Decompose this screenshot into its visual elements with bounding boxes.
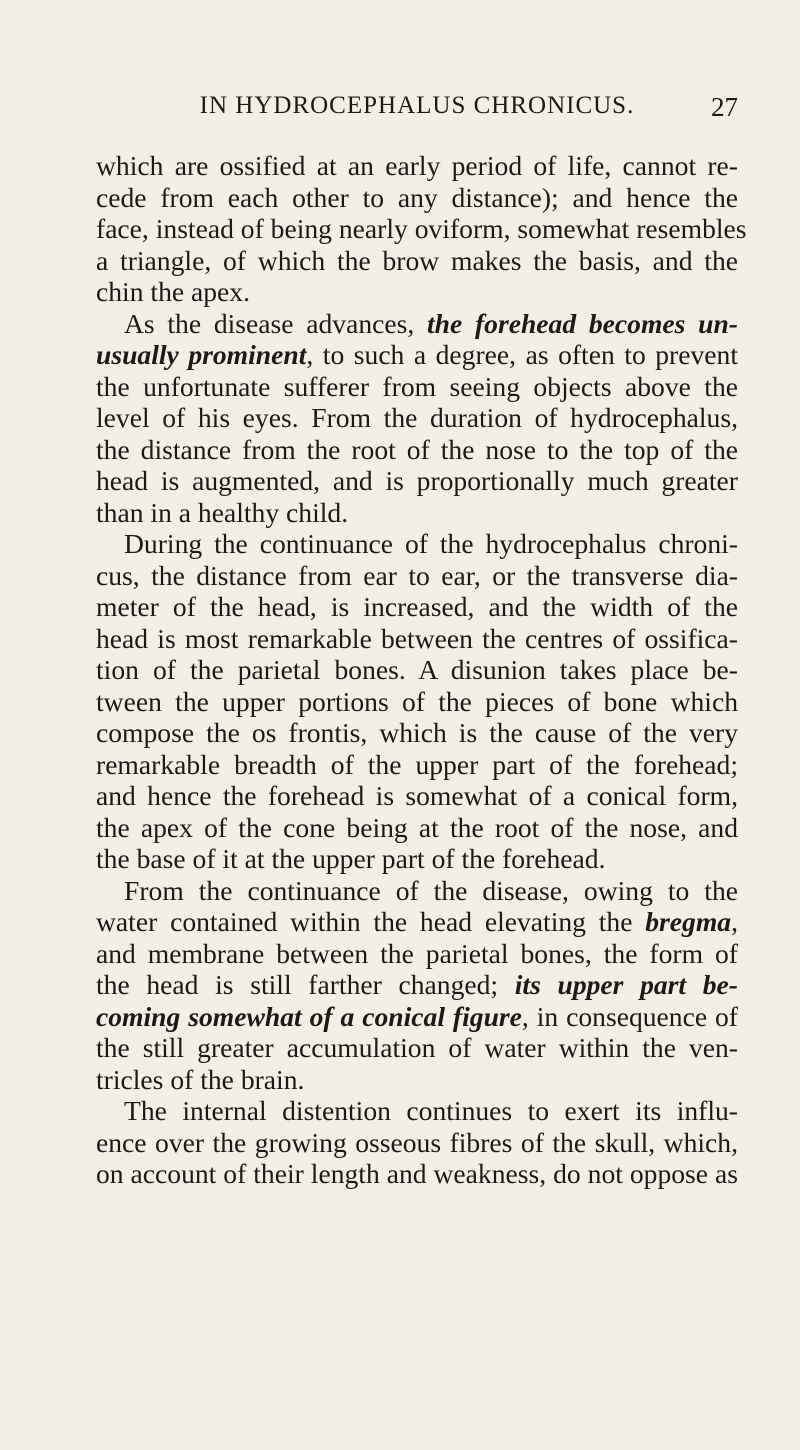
italic-text: its upper part be- bbox=[514, 969, 738, 1000]
text-line bbox=[96, 213, 747, 245]
text-segment: chin the apex. bbox=[96, 276, 251, 307]
text-segment: than in a healthy child. bbox=[96, 496, 349, 528]
running-title: IN HYDROCEPHALUS CHRONICUS. bbox=[199, 92, 635, 119]
text-segment: tion of the parietal bones. A disunion takes place be- bbox=[96, 654, 738, 685]
text-line bbox=[96, 528, 738, 560]
text-segment: head is augmented, and is proportionally much greater bbox=[96, 465, 738, 496]
text-line bbox=[96, 843, 738, 875]
text-segment: tween the upper portions of the pieces of bone which bbox=[96, 685, 738, 717]
text-line bbox=[96, 465, 738, 497]
text-segment: compose the os frontis, which is the cause of the very bbox=[96, 717, 738, 748]
text-line bbox=[96, 1001, 738, 1033]
text-line bbox=[96, 906, 738, 938]
text-line bbox=[96, 686, 738, 718]
text-segment: level of his eyes. From the duration of hydrocephalus, bbox=[96, 402, 738, 433]
text-segment: , to such a degree, as often to prevent bbox=[306, 339, 738, 370]
text-line bbox=[96, 150, 738, 182]
running-head bbox=[96, 92, 738, 128]
text-line bbox=[96, 497, 738, 529]
italic-text: bregma bbox=[645, 906, 732, 937]
text-line bbox=[96, 875, 738, 907]
text-line bbox=[96, 938, 738, 970]
text-segment: The internal distention continues to exert its influ- bbox=[124, 1095, 738, 1126]
text-line bbox=[96, 780, 738, 812]
text-line bbox=[96, 717, 738, 749]
text-line bbox=[96, 969, 738, 1001]
text-segment: From the continuance of the disease, owing to the bbox=[124, 874, 738, 906]
text-line bbox=[96, 245, 738, 277]
text-segment: , bbox=[731, 906, 738, 937]
text-segment: the unfortunate sufferer from seeing objects above the bbox=[96, 370, 738, 402]
italic-text: the forehead becomes un- bbox=[426, 307, 738, 339]
italic-text: coming somewhat of a conical figure bbox=[96, 1000, 522, 1032]
text-segment: face, instead of being nearly oviform, somewhat resembles bbox=[96, 213, 747, 244]
text-line bbox=[96, 371, 738, 403]
text-segment: the head is still farther changed; bbox=[96, 969, 515, 1000]
text-segment: which are ossified at an early period of life, cannot re- bbox=[96, 150, 738, 181]
text-segment: a triangle, of which the brow makes the basis, and the bbox=[96, 244, 738, 276]
text-segment: As the disease advances, bbox=[124, 307, 427, 339]
text-segment: head is most remarkable between the centres of ossifica- bbox=[96, 622, 738, 654]
text-segment: and membrane between the parietal bones, the form of bbox=[96, 937, 738, 969]
text-line bbox=[96, 402, 738, 434]
text-line bbox=[96, 1158, 738, 1190]
text-line bbox=[96, 434, 738, 466]
page-number: 27 bbox=[711, 92, 738, 122]
text-segment: tricles of the brain. bbox=[96, 1063, 305, 1095]
text-segment: cede from each other to any distance); and hence the bbox=[96, 181, 738, 213]
text-line bbox=[96, 1095, 738, 1127]
text-segment: the apex of the cone being at the root of the nose, and bbox=[96, 811, 738, 843]
body-text bbox=[96, 150, 747, 1190]
text-segment: and hence the forehead is somewhat of a conical form, bbox=[96, 780, 738, 811]
text-segment: ence over the growing osseous fibres of the skull, which, bbox=[96, 1126, 738, 1158]
text-line bbox=[96, 560, 738, 592]
text-line bbox=[96, 1032, 738, 1064]
text-segment: , in consequence of bbox=[521, 1000, 738, 1032]
text-segment: water contained within the head elevating the bbox=[96, 906, 646, 937]
text-line bbox=[96, 1064, 738, 1096]
text-segment: remarkable breadth of the upper part of the forehead; bbox=[96, 748, 738, 780]
text-line bbox=[96, 339, 738, 371]
text-line bbox=[96, 591, 738, 623]
text-line bbox=[96, 308, 738, 340]
text-line bbox=[96, 749, 738, 781]
text-line bbox=[96, 1127, 738, 1159]
italic-text: usually prominent bbox=[96, 339, 307, 370]
text-line bbox=[96, 623, 738, 655]
text-line bbox=[96, 276, 738, 308]
text-line bbox=[96, 812, 738, 844]
text-line bbox=[96, 654, 738, 686]
text-segment: on account of their length and weakness, do not oppose as bbox=[96, 1158, 738, 1189]
text-segment: During the continuance of the hydrocephalus chroni- bbox=[124, 528, 738, 559]
text-segment: cus, the distance from ear to ear, or the transverse dia- bbox=[96, 559, 738, 591]
text-segment: the base of it at the upper part of the forehead. bbox=[96, 843, 606, 874]
text-segment: the still greater accumulation of water within the ven- bbox=[96, 1032, 738, 1063]
text-line bbox=[96, 182, 738, 214]
text-segment: the distance from the root of the nose to the top of the bbox=[96, 433, 738, 465]
text-segment: meter of the head, is increased, and the width of the bbox=[96, 591, 738, 622]
